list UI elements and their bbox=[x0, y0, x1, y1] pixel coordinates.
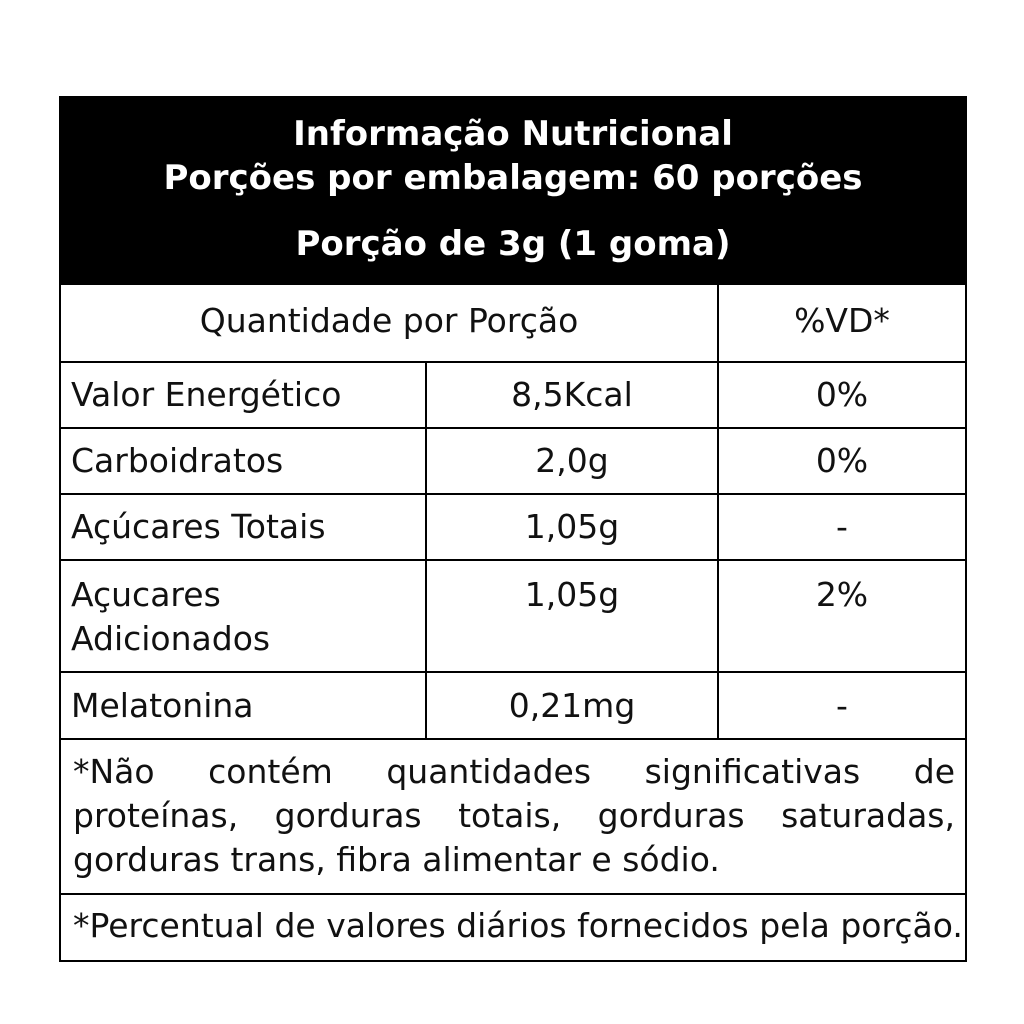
nutrition-facts-table bbox=[59, 96, 967, 962]
nutrient-amount: 0,21mg bbox=[508, 686, 636, 725]
nutrient-dv: - bbox=[836, 686, 848, 725]
row-divider bbox=[61, 559, 965, 561]
row-divider bbox=[61, 671, 965, 673]
row-divider bbox=[61, 493, 965, 495]
nutrient-name: Carboidratos bbox=[71, 441, 284, 480]
nutrient-name: Açúcares Totais bbox=[71, 507, 326, 546]
column-header-amount: Quantidade por Porção bbox=[199, 301, 579, 340]
nutrient-amount: 1,05g bbox=[524, 575, 620, 614]
nutrient-dv: 0% bbox=[815, 375, 869, 414]
row-divider bbox=[61, 361, 965, 363]
nutrient-dv: 2% bbox=[815, 575, 869, 614]
column-header-dv: %VD* bbox=[794, 301, 890, 340]
table-title: Informação Nutricional bbox=[293, 114, 733, 154]
serving-size: Porção de 3g (1 goma) bbox=[295, 224, 731, 264]
nutrient-name: Açucares bbox=[71, 575, 221, 614]
footnote-not-significant: *Não contém quantidades significativas de proteínas, gorduras totais, gorduras saturadas, gorduras trans, fibra alimentar e sódio. bbox=[73, 752, 955, 879]
footnote-daily-values: *Percentual de valores diários fornecidos pela porção. bbox=[73, 906, 963, 945]
nutrient-amount: 2,0g bbox=[535, 441, 609, 480]
row-divider bbox=[61, 893, 965, 895]
nutrient-dv: 0% bbox=[815, 441, 869, 480]
row-divider bbox=[61, 427, 965, 429]
nutrient-dv: - bbox=[836, 507, 848, 546]
row-divider bbox=[61, 738, 965, 740]
nutrient-name-continued: Adicionados bbox=[71, 619, 271, 658]
servings-per-package: Porções por embalagem: 60 porções bbox=[163, 158, 863, 198]
nutrition-header bbox=[61, 98, 965, 285]
nutrient-name: Melatonina bbox=[71, 686, 254, 725]
nutrient-amount: 8,5Kcal bbox=[511, 375, 633, 414]
column-divider bbox=[425, 361, 427, 740]
nutrient-amount: 1,05g bbox=[524, 507, 620, 546]
nutrient-name: Valor Energético bbox=[71, 375, 342, 414]
